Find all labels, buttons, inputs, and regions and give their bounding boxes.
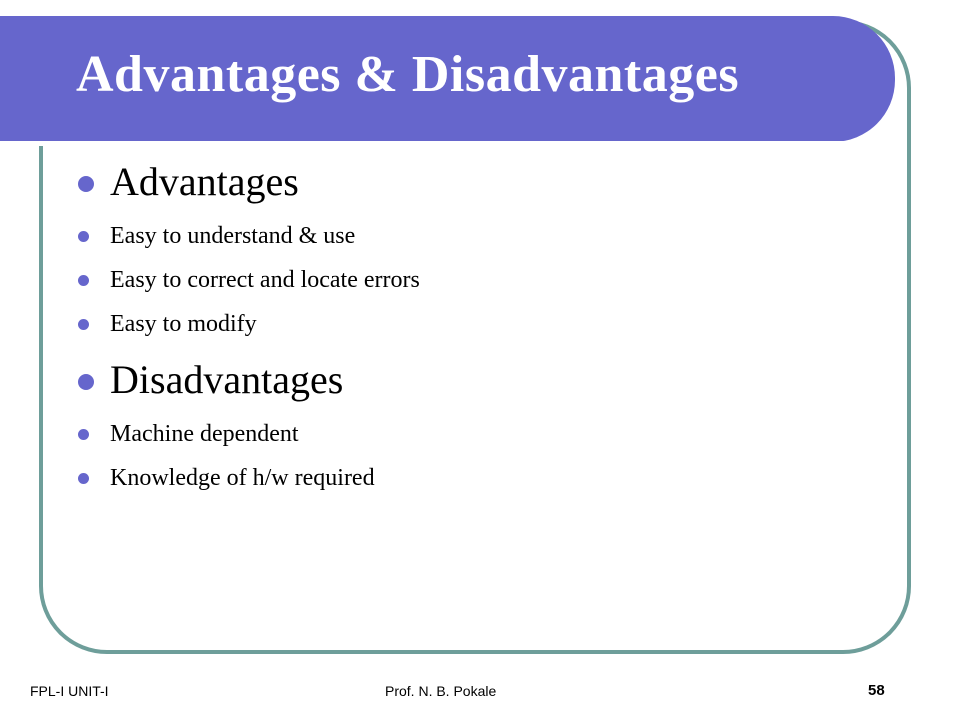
section-heading-label: Advantages	[110, 159, 299, 204]
page-number: 58	[868, 682, 885, 699]
list-item-label: Knowledge of h/w required	[110, 465, 375, 491]
slide-title: Advantages & Disadvantages	[76, 46, 740, 103]
bullet-icon	[78, 231, 89, 242]
list-item	[76, 214, 876, 258]
bullet-icon	[78, 176, 94, 192]
list-item-label: Easy to modify	[110, 311, 257, 337]
bullet-icon	[78, 319, 89, 330]
footer-course: FPL-I UNIT-I	[30, 683, 109, 699]
list-item-label: Machine dependent	[110, 421, 299, 447]
title-underline	[0, 141, 848, 146]
slide-content	[76, 156, 876, 500]
bullet-icon	[78, 374, 94, 390]
list-item	[76, 412, 876, 456]
footer-author: Prof. N. B. Pokale	[385, 683, 497, 699]
list-item	[76, 456, 876, 500]
bullet-icon	[78, 429, 89, 440]
section-heading-disadvantages	[76, 354, 876, 406]
list-item	[76, 258, 876, 302]
list-item	[76, 302, 876, 346]
bullet-icon	[78, 275, 89, 286]
list-item-label: Easy to understand & use	[110, 223, 356, 249]
bullet-icon	[78, 473, 89, 484]
list-item-label: Easy to correct and locate errors	[110, 267, 420, 293]
section-heading-advantages	[76, 156, 876, 208]
section-heading-label: Disadvantages	[110, 357, 344, 402]
